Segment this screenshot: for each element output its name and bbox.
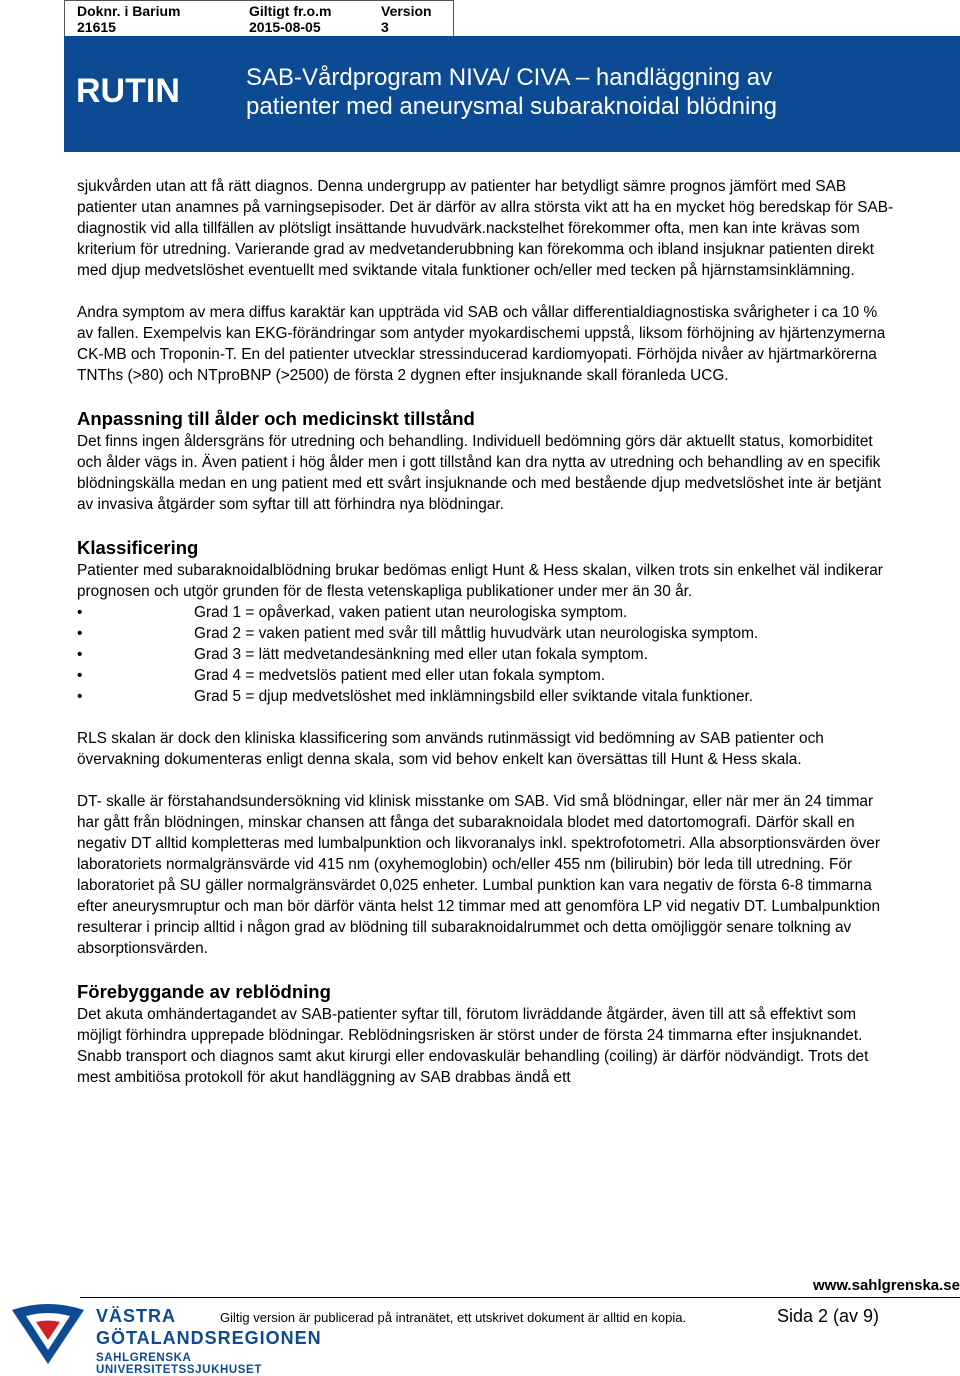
paragraph-transport: Snabb transport och diagnos samt akut kirurgi eller endovaskulär behandling (coiling) är därför nödvändigt. Trots det mest ambitiösa protokoll för akut handläggning av SAB drabbas ändå ett <box>77 1048 869 1086</box>
paragraph-age-adaptation: Det finns ingen åldersgräns för utredning och behandling. Individuell bedömning görs där aktuellt status, komorbiditet och ålder vägs in. Även patient i hög ålder men i gott tillstånd kan dra nytta av utredning och behandling av en specifik blödningskälla medan en ung patient med ett svårt insjuknande och med bestående djup medvetslöshet inte är betjänt av invasiva åtgärder som syftar till att förhindra nya blödningar. <box>77 433 882 513</box>
meta-docnr-label: Doknr. i Barium <box>77 3 181 19</box>
paragraph-ct-diagnostics: DT- skalle är förstahandsundersökning vid klinisk misstanke om SAB. Vid små blödningar, eller när mer än 24 timmar har gått från blödningen, minskar chansen att fånga det subaraknoidala blodet med datortomografi. Därför skall en negativ DT alltid kompletteras med lumbalpunktion och likvoranalys inkl. spektrofotometri. Alla absorptionsvärden över laboratoriets normalgränsvärde vid 415 nm (oxyhemoglobin) och/eller 455 nm (bilirubin) bör leda till utredning. För laboratoriet på SU gäller normalgränsvärdet 0,025 enheter. Lumbal punktion kan vara negativ de första 6-8 timmarna efter aneurysmruptur och man bör därför vänta helst 12 timmar med att genomföra LP vid negativ DT. Lumbalpunktion resulterar i princip alltid i någon grad av blödning till subaraknoidalrummet och detta omöjliggör senare tolkning av absorptionsvärden. <box>77 793 881 957</box>
meta-version-value: 3 <box>381 19 389 35</box>
heading-age-adaptation: Anpassning till ålder och medicinskt tillstånd <box>77 408 475 429</box>
page-number: Sida 2 (av 9) <box>777 1306 880 1326</box>
vgr-emblem-icon <box>8 1302 88 1368</box>
bullet-icon: • <box>77 688 83 705</box>
heading-rebleeding-prevention: Förebyggande av reblödning <box>77 981 331 1002</box>
logo-line2: GÖTALANDSREGIONEN <box>96 1328 322 1348</box>
grade-text: Grad 2 = vaken patient med svår till måttlig huvudvärk utan neurologiska symptom. <box>194 625 759 642</box>
heading-classification: Klassificering <box>77 537 199 558</box>
meta-version-label: Version <box>381 3 432 19</box>
list-item <box>77 623 897 644</box>
bullet-icon: • <box>77 625 83 642</box>
grade-text: Grad 4 = medvetslös patient med eller utan fokala symptom. <box>194 667 606 684</box>
paragraph-hunt-hess: Patienter med subaraknoidalblödning brukar bedömas enligt Hunt & Hess skalan, vilken trots sin enkelhet väl indikerar prognosen och utgör grunden för de flesta vetenskapliga publikationer under mer än 30 år. <box>77 562 883 600</box>
paragraph-rls-scale: RLS skalan är dock den kliniska klassificering som används rutinmässigt vid bedömning av SAB patienter och övervakning dokumenteras enligt denna skala, som vid behov enkelt kan översättas till Hunt & Hess skala. <box>77 730 824 768</box>
footer-url: www.sahlgrenska.se <box>812 1277 960 1294</box>
title-banner <box>64 36 960 152</box>
grade-text: Grad 3 = lätt medvetandesänkning med eller utan fokala symptom. <box>194 646 648 663</box>
list-item <box>77 602 897 623</box>
bullet-icon: • <box>77 604 83 621</box>
meta-valid-from-value: 2015-08-05 <box>249 19 321 35</box>
document-title <box>246 63 777 121</box>
document-meta-box <box>64 0 454 38</box>
logo-line3: SAHLGRENSKA UNIVERSITETSSJUKHUSET <box>96 1352 262 1376</box>
document-title-line2: patienter med aneurysmal subaraknoidal blödning <box>246 93 777 120</box>
grade-text: Grad 5 = djup medvetslöshet med inklämningsbild eller sviktande vitala funktioner. <box>194 688 754 705</box>
meta-valid-from <box>237 1 369 37</box>
bullet-icon: • <box>77 667 83 684</box>
list-item <box>77 644 897 665</box>
bullet-icon: • <box>77 646 83 663</box>
list-item <box>77 665 897 686</box>
meta-version <box>369 1 453 37</box>
meta-docnr-value: 21615 <box>77 19 116 35</box>
document-title-line1: SAB-Vårdprogram NIVA/ CIVA – handläggning av <box>246 64 773 91</box>
logo-line1: VÄSTRA <box>96 1306 177 1326</box>
meta-docnr <box>65 1 237 37</box>
paragraph-acute-care: Det akuta omhändertagandet av SAB-patienter syftar till, förutom livräddande åtgärder, även till att så effektivt som möjligt förhindra upprepade blödningar. Reblödningsrisken är störst under de första 24 timmarna efter insjuknandet. <box>77 1006 863 1044</box>
grade-text: Grad 1 = opåverkad, vaken patient utan neurologiska symptom. <box>194 604 628 621</box>
doc-type-label: RUTIN <box>76 72 180 110</box>
paragraph-symptoms: sjukvården utan att få rätt diagnos. Denna undergrupp av patienter har betydligt sämre prognos jämfört med SAB patienter utan anamnes på varningsepisoder. Det är därför av allra största vikt att ha en mycket hög beredskap för SAB-diagnostik vid alla tillfällen av plötsligt insättande huvudvärk.nackstelhet förekommer ofta, men kan inte krävas som kriterium för utredning. Varierande grad av medvetanderubbning kan förekomma och ibland insjuknar patienten direkt med djup medvetslöshet eventuellt med sviktande vitala funktioner och/eller med tecken på hjärnstamsinklämning. <box>77 178 894 279</box>
document-body <box>77 176 897 1088</box>
grade-list <box>77 602 897 707</box>
validity-note: Giltig version är publicerad på intranätet, ett utskrivet dokument är alltid en kopia. <box>220 1310 687 1325</box>
list-item <box>77 686 897 707</box>
meta-valid-from-label: Giltigt fr.o.m <box>249 3 332 19</box>
paragraph-other-symptoms: Andra symptom av mera diffus karaktär kan uppträda vid SAB och vållar differentialdiagnostiska svårigheter i ca 10 % av fallen. Exempelvis kan EKG-förändringar som antyder myokardischemi uppstå, liksom förhöjning av hjärtenzymerna CK-MB och Troponin-T. En del patienter utvecklar stressinducerad kardiomyopati. Förhöjda nivåer av hjärtmarkörerna TNThs (>80) och NTproBNP (>2500) de första 2 dygnen efter insjuknande skall föranleda UCG. <box>77 304 886 384</box>
footer-divider <box>80 1297 960 1298</box>
